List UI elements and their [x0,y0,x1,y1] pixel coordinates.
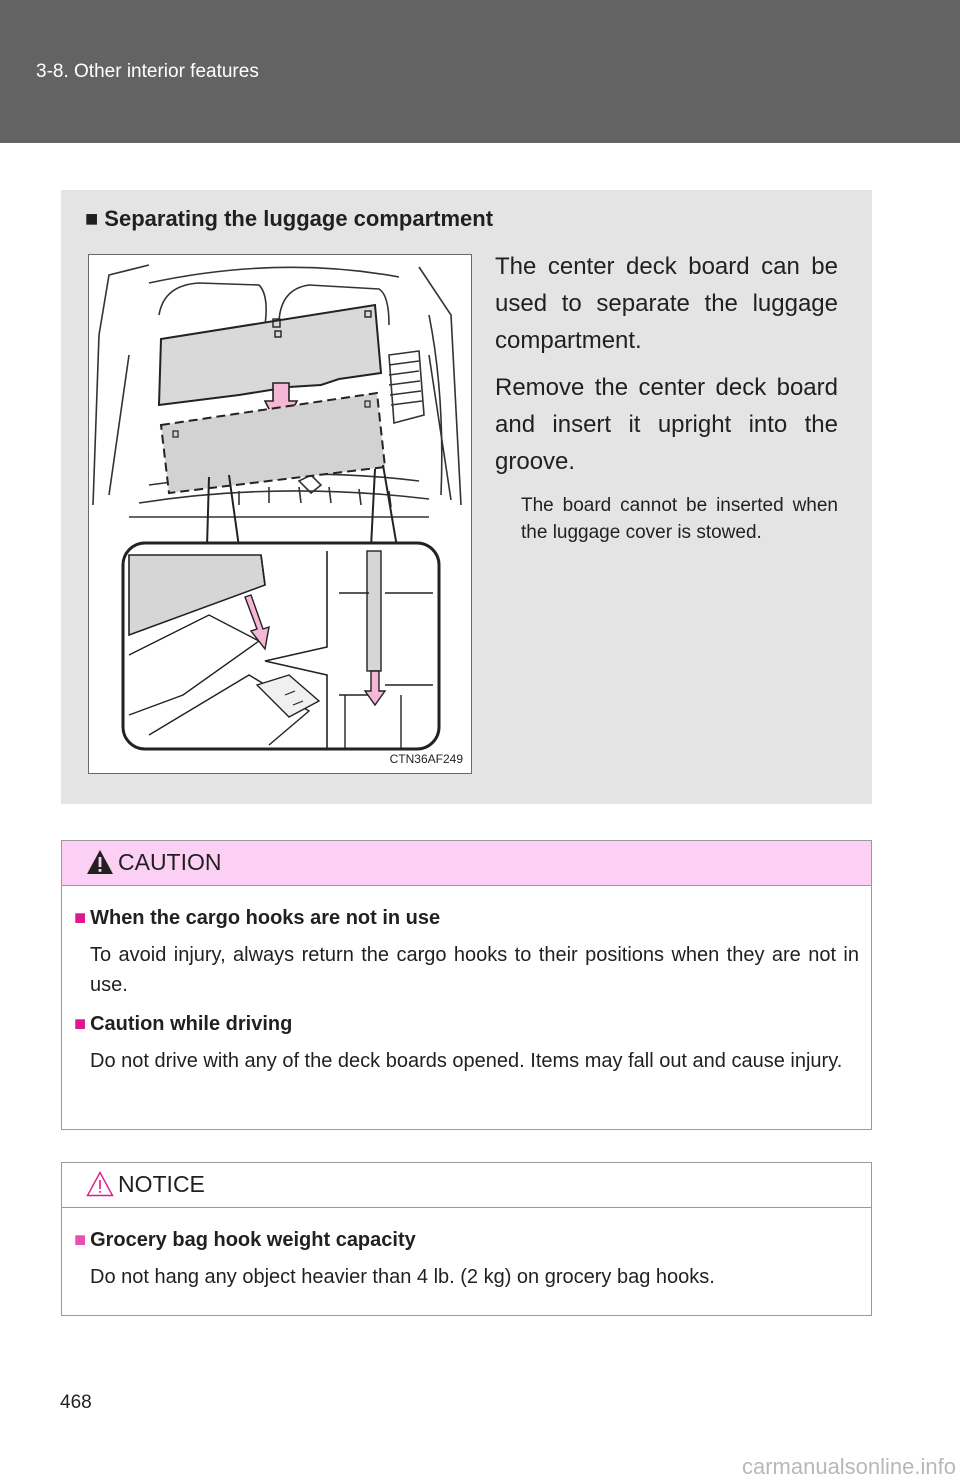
page-number: 468 [60,1392,92,1413]
caution-item [74,1010,859,1076]
notice-box [61,1162,872,1316]
watermark: carmanualsonline.info [741,1454,956,1479]
caution-item-title [74,904,859,932]
section-title [85,206,493,232]
caution-item-title [74,1010,859,1038]
caution-item-bullet: ■ [74,1013,87,1035]
caution-item-text: Do not drive with any of the deck boards opened. Items may fall out and cause injury. [90,1050,843,1072]
caution-label: CAUTION [118,849,222,875]
notice-item [74,1226,859,1292]
notice-item-bullet: ■ [74,1229,87,1251]
section-bullet: ■ [85,206,99,231]
luggage-illustration [88,254,472,774]
warning-triangle-icon [86,849,114,875]
chapter-title: 3-8. Other interior features [36,61,259,82]
figure-code: CTN36AF249 [389,752,463,766]
caution-header [62,841,871,886]
notice-label: NOTICE [118,1171,205,1197]
caution-item-bullet: ■ [74,907,87,929]
info-section [61,190,872,804]
section-body [495,248,838,546]
notice-item-text: Do not hang any object heavier than 4 lb. (2 kg) on grocery bag hooks. [90,1266,715,1288]
caution-item-text: To avoid injury, always return the cargo hooks to their positions when they are not in use. [90,944,859,996]
caution-item-title-text: When the cargo hooks are not in use [90,907,441,929]
page-header [0,0,960,143]
caution-item [74,904,859,1000]
caution-item-title-text: Caution while driving [90,1013,293,1035]
body-paragraph-1: The center deck board can be used to separate the luggage compartment. [495,253,838,354]
luggage-compartment-drawing [89,255,473,775]
section-title-text: Separating the luggage compartment [104,206,494,231]
notice-header [62,1163,871,1208]
caution-box [61,840,872,1130]
body-paragraph-2: Remove the center deck board and insert it upright into the groove. [495,374,838,475]
body-note: The board cannot be inserted when the luggage cover is stowed. [521,495,838,543]
notice-item-title [74,1226,859,1254]
notice-triangle-icon [86,1171,114,1197]
notice-item-title-text: Grocery bag hook weight capacity [90,1229,416,1251]
